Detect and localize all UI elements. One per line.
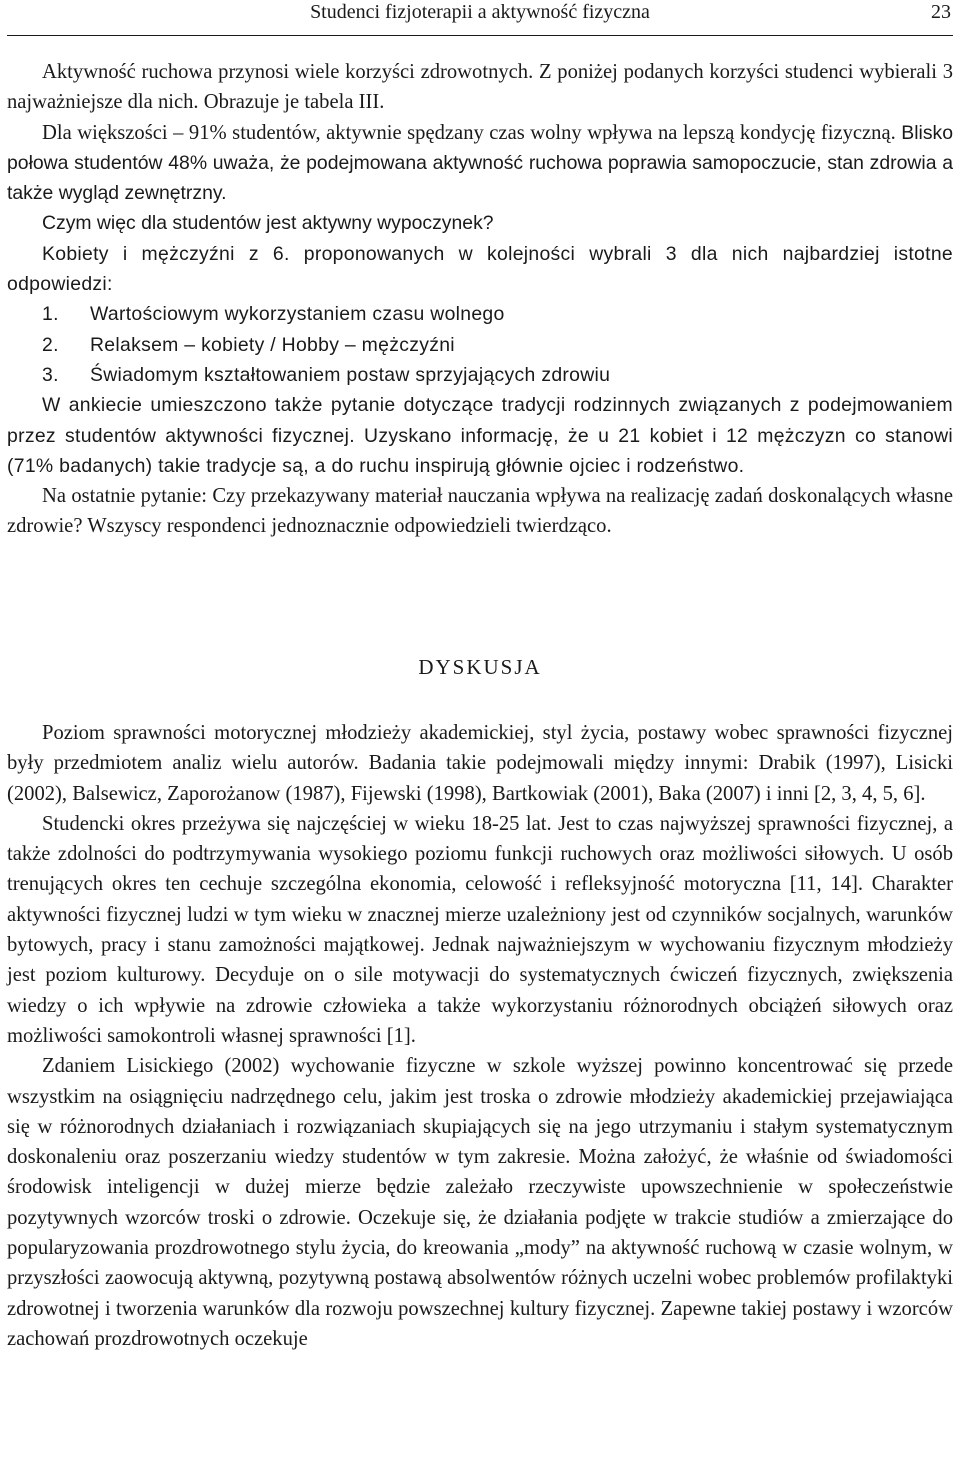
- results-paragraph-6: Na ostatnie pytanie: Czy przekazywany materiał nauczania wpływa na realizację zadań doskonalących własne zdrowie? Wszyscy respondenci jednoznacznie odpowiedzieli twierdząco.: [7, 485, 953, 538]
- results-paragraph-4: Kobiety i mężczyźni z 6. proponowanych w kolejności wybrali 3 dla nich najbardziej istotne odpowiedzi:: [7, 242, 953, 296]
- list-number: 2.: [42, 333, 59, 356]
- page-number: 23: [931, 1, 951, 23]
- page: [7, 0, 953, 1471]
- results-paragraph-2: [7, 118, 953, 209]
- running-header: [7, 0, 953, 34]
- list-item: [42, 360, 953, 390]
- list-number: 1.: [42, 303, 59, 326]
- section-heading-discussion: DYSKUSJA: [418, 655, 542, 679]
- answer-list: [7, 299, 953, 390]
- results-paragraph-5: W ankiecie umieszczono także pytanie dotyczące tradycji rodzinnych związanych z podejmowaniem przez studentów aktywności fizycznej. Uzyskano informację, że u 21 kobiet i 12 mężczyzn co stanowi (71% badanych) takie tradycje są, a do ruchu inspirują głównie ojciec i rodzeństwo.: [7, 394, 953, 477]
- header-rule: [7, 35, 953, 36]
- list-text: Świadomym kształtowaniem postaw sprzyjających zdrowiu: [90, 363, 611, 386]
- discussion-paragraph-1: Poziom sprawności motorycznej młodzieży akademickiej, styl życia, postawy wobec sprawności fizycznej były przedmiotem analiz wielu autorów. Badania takie podejmowali między innymi: Drabik (1997), Lisicki (2002), Balsewicz, Zaporożanow (1987), Fijewski (1998), Bartkowiak (2001), Baka (2007) i inni [2, 3, 4, 5, 6].: [7, 722, 953, 805]
- list-text: Wartościowym wykorzystaniem czasu wolnego: [90, 303, 505, 326]
- list-item: [42, 299, 953, 329]
- list-text: Relaksem – kobiety / Hobby – mężczyźni: [90, 333, 455, 356]
- discussion-paragraph-3: Zdaniem Lisickiego (2002) wychowanie fizyczne w szkole wyższej powinno koncentrować się przede wszystkim na osiągnięciu nadrzędnego celu, jakim jest troska o zdrowie młodzieży akademickiej przejawiająca się w różnorodnych działaniach i rozwiązaniach skupiających się na jego utrzymaniu i stałym systematycznym doskonaleniu oraz poszerzaniu wiedzy studentów w tym zakresie. Można założyć, że właśnie od świadomości środowisk inteligencji w dużej mierze będzie zależało rzeczywiste upowszechnienie w społeczeństwie pozytywnych wzorców troski o zdrowie. Oczekuje się, że działania podjęte w trakcie studiów a zmierzające do popularyzowania prozdrowotnego stylu życia, do kreowania „mody” na aktywność ruchową w czasie wolnym, w przyszłości zaowocują aktywną, pozytywną postawą absolwentów różnych uczelni wobec problemów profilaktyki zdrowotnej i tworzenia warunków dla rozwoju powszechnej kultury fizycznej. Zapewne takiej postawy i wzorców zachowań prozdrowotnych oczekuje: [7, 1055, 953, 1350]
- discussion-paragraph-2: Studencki okres przeżywa się najczęściej w wieku 18-25 lat. Jest to czas najwyższej sprawności fizycznej, a także zdolności do podtrzymywania wysokiego poziomu funkcji ruchowych oraz możliwości siłowych. U osób trenujących okres ten cechuje szczególna ekonomia, celowość i refleksyjność motoryczna [11, 14]. Charakter aktywności fizycznej ludzi w tym wieku w znacznej mierze uzależniony jest od czynników socjalnych, warunków bytowych, pracy i stanu zamożności majątkowej. Jednak najważniejszym w wychowaniu fizycznym młodzieży jest poziom kulturowy. Decyduje on o sile motywacji do systematycznych ćwiczeń fizycznych, zwiększenia wiedzy o ich wpływie na zdrowie człowieka a także wykorzystaniu różnorodnych obciążeń siłowych oraz możliwości samokontroli własnej sprawności [1].: [7, 812, 953, 1047]
- list-item: [42, 330, 953, 360]
- results-paragraph-2a: Dla większości – 91% studentów, aktywnie spędzany czas wolny wpływa na lepszą kondycję fizyczną.: [42, 121, 896, 144]
- results-paragraph-2b: Blisko połowa studentów 48% uważa, że podejmowana aktywność ruchowa poprawia samopoczucie, stan zdrowia a także wygląd zewnętrzny.: [7, 121, 953, 205]
- running-title: Studenci fizjoterapii a aktywność fizyczna: [310, 1, 650, 23]
- results-question: Czym więc dla studentów jest aktywny wypoczynek?: [42, 212, 494, 235]
- discussion-section: [7, 718, 953, 1354]
- results-paragraph-1: Aktywność ruchowa przynosi wiele korzyści zdrowotnych. Z poniżej podanych korzyści studenci wybierali 3 najważniejsze dla nich. Obrazuje je tabela III.: [7, 61, 953, 114]
- list-number: 3.: [42, 363, 59, 386]
- results-section: [7, 57, 953, 542]
